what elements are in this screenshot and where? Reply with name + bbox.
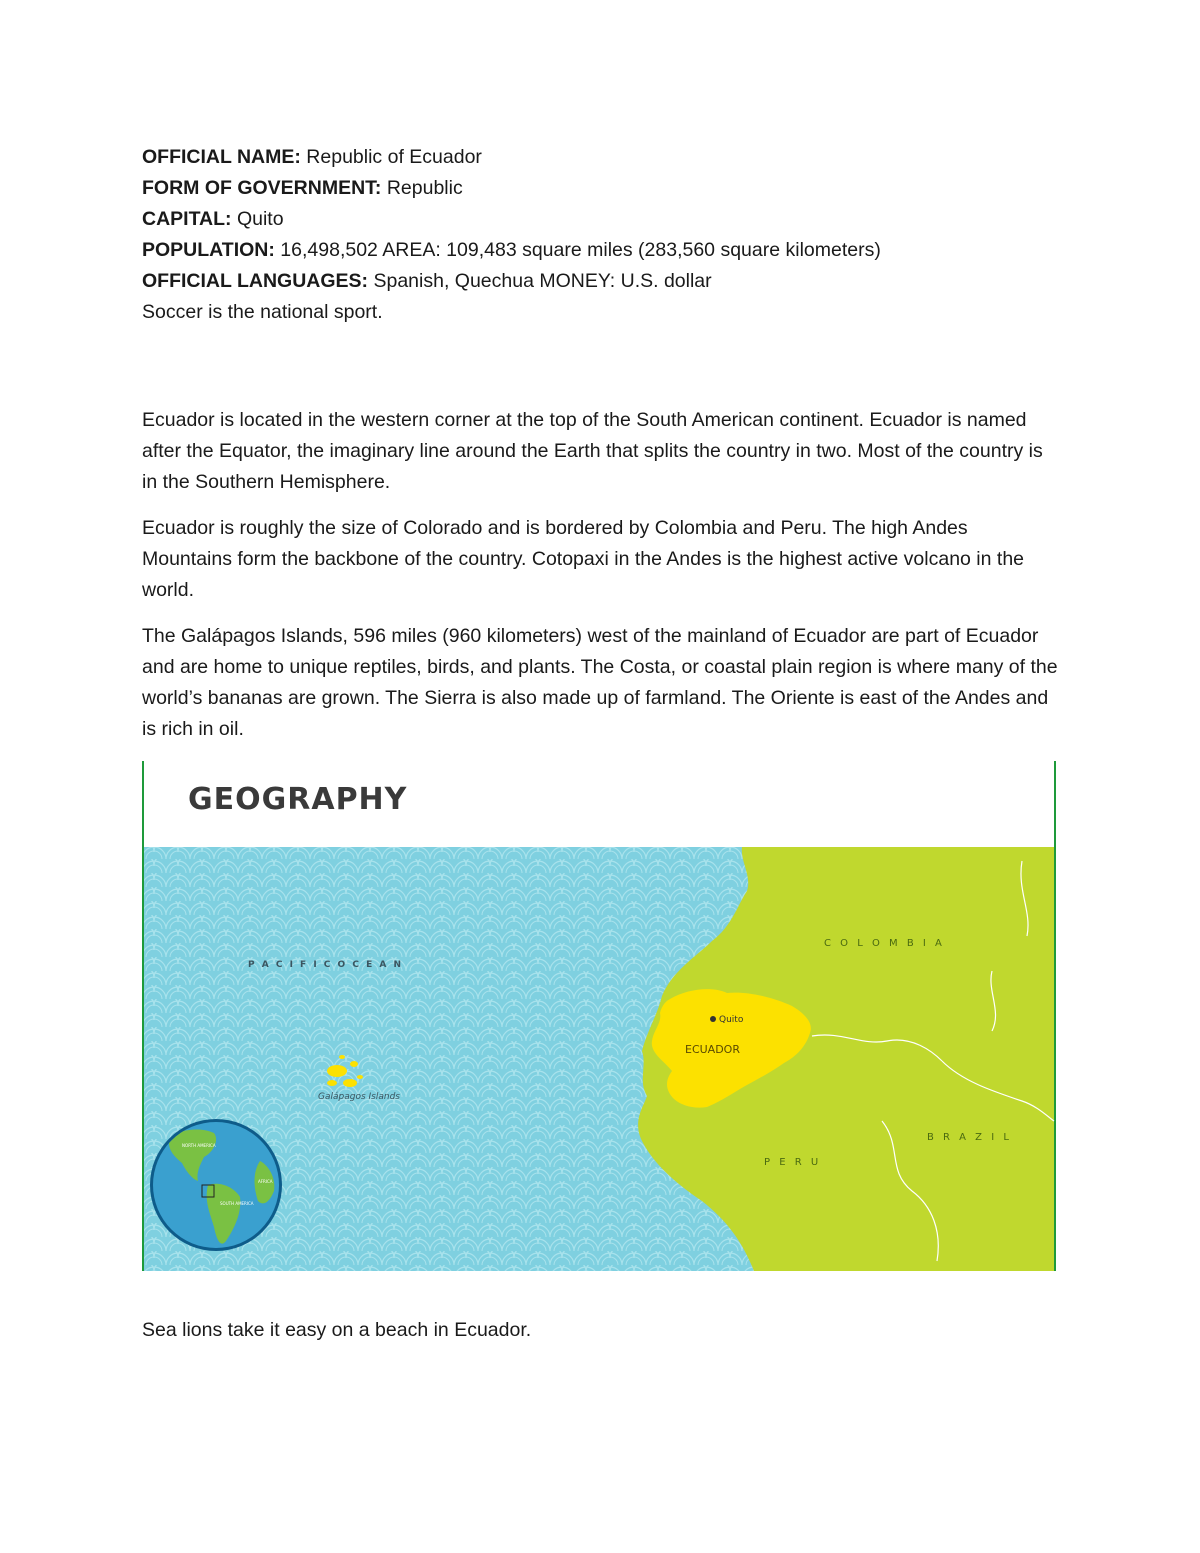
geography-map: [142, 761, 1057, 1271]
fact-label: OFFICIAL LANGUAGES:: [142, 270, 369, 292]
globe-north-america-label: NORTH AMERICA: [182, 1143, 216, 1148]
image-caption: Sea lions take it easy on a beach in Ecuador.: [142, 1319, 532, 1341]
fact-value: Republic of Ecuador: [300, 146, 482, 168]
capital-label: Quito: [719, 1015, 744, 1025]
fact-population: [142, 235, 1062, 266]
map-heading: GEOGRAPHY: [188, 782, 408, 817]
paragraph-size: Ecuador is roughly the size of Colorado and is bordered by Colombia and Peru. The high Andes Mountains form the backbone of the country. Cotopaxi in the Andes is the highest active volcano in the world.: [142, 517, 1025, 601]
fact-label: CAPITAL:: [142, 208, 232, 230]
ocean-label: P A C I F I C O C E A N: [248, 960, 403, 970]
fact-sport: [142, 297, 1062, 328]
fact-value: Spanish, Quechua MONEY: U.S. dollar: [368, 270, 712, 292]
capital-marker: [710, 1016, 716, 1022]
brazil-label: B R A Z I L: [927, 1132, 1012, 1143]
body-text: [142, 405, 1062, 760]
paragraph-galapagos: The Galápagos Islands, 596 miles (960 kilometers) west of the mainland of Ecuador are part of Ecuador and are home to unique reptiles, birds, and plants. The Costa, or coastal plain region is where many of the world’s bananas are grown. The Sierra is also made up of farmland. The Oriente is east of the Andes and is rich in oil.: [142, 625, 1058, 740]
fact-value: Soccer is the national sport.: [142, 301, 383, 323]
fact-label: POPULATION:: [142, 239, 275, 261]
fact-official-name: [142, 142, 1062, 173]
globe-south-america-label: SOUTH AMERICA: [220, 1201, 254, 1206]
fact-languages: [142, 266, 1062, 297]
colombia-label: C O L O M B I A: [824, 938, 945, 949]
fact-capital: [142, 204, 1062, 235]
fact-government: [142, 173, 1062, 204]
fact-value: 16,498,502 AREA: 109,483 square miles (283,560 square kilometers): [274, 239, 881, 261]
fact-value: Quito: [231, 208, 284, 230]
galapagos-label: Galápagos Islands: [318, 1092, 400, 1102]
globe-africa-label: AFRICA: [258, 1179, 273, 1184]
fact-label: FORM OF GOVERNMENT:: [142, 177, 382, 199]
ecuador-label: ECUADOR: [685, 1043, 740, 1056]
paragraph-location: Ecuador is located in the western corner at the top of the South American continent. Ecuador is named after the Equator, the imaginary line around the Earth that splits the country in two. Most of the country is in the Southern Hemisphere.: [142, 409, 1043, 493]
fact-label: OFFICIAL NAME:: [142, 146, 301, 168]
map-graphic: [142, 761, 1057, 1271]
peru-label: P E R U: [764, 1157, 822, 1168]
locator-globe: [150, 1119, 282, 1251]
fact-value: Republic: [381, 177, 463, 199]
fact-sheet: [142, 142, 1062, 328]
